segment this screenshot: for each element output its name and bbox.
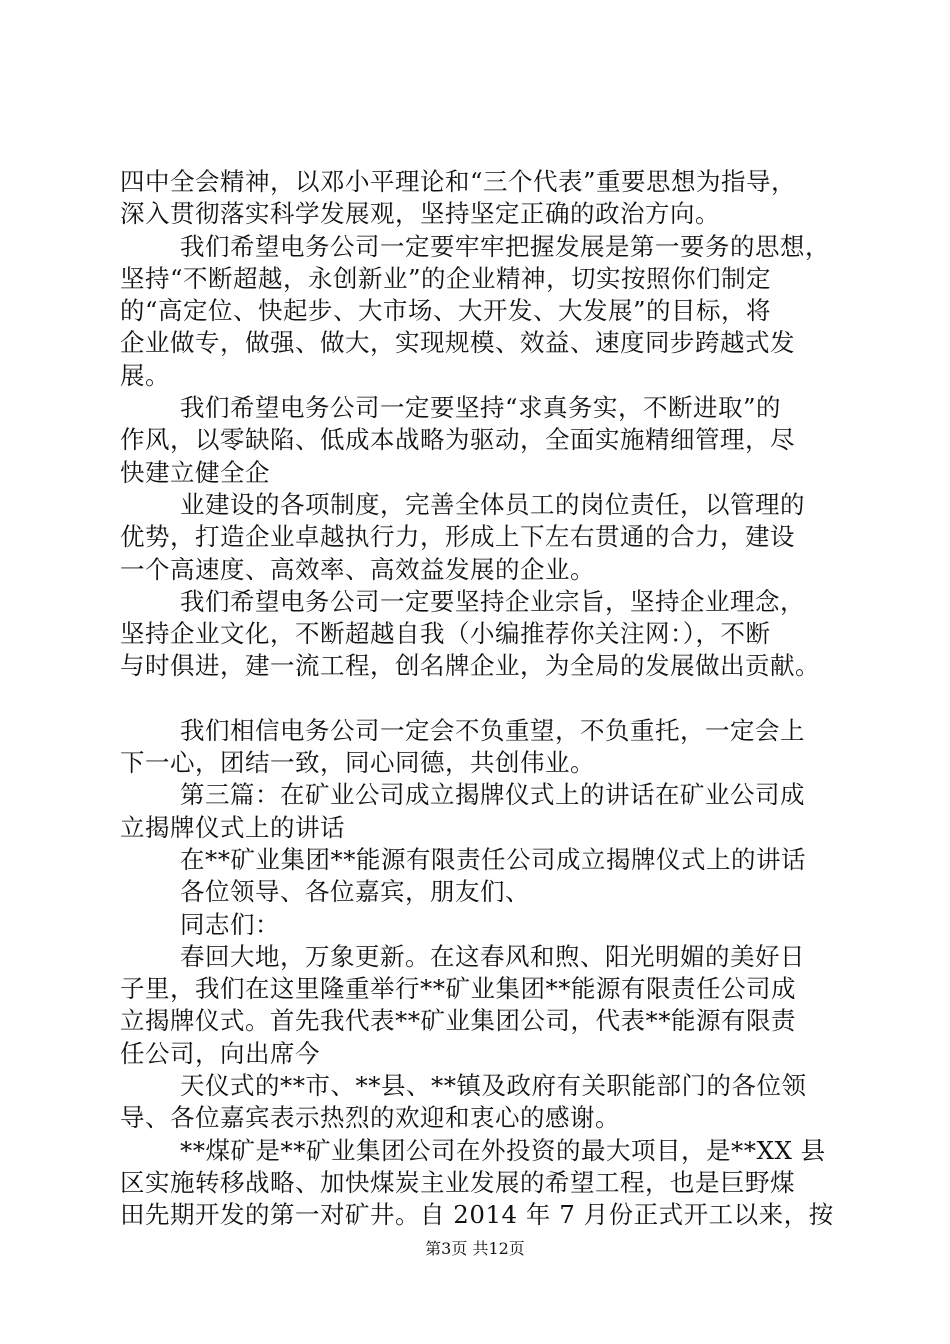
text-line: 子里，我们在这里隆重举行**矿业集团**能源有限责任公司成 [120,974,796,1004]
text-line: 作风，以零缺陷、低成本战略为驱动，全面实施精细管理，尽 [120,425,795,455]
text-line: 四中全会精神，以邓小平理论和“三个代表”重要思想为指导， [120,167,797,196]
text-line: 第三篇：在矿业公司成立揭牌仪式上的讲话在矿业公司成 [180,780,805,810]
text-line: 我们相信电务公司一定会不负重望，不负重托，一定会上 [180,715,805,745]
text-line: 立揭牌仪式上的讲话 [120,812,345,842]
text-line: 我们希望电务公司一定要坚持“求真务实，不断进取”的 [180,393,782,423]
paragraph-gap [120,683,840,715]
text-line: 天仪式的**市、**县、**镇及政府有关职能部门的各位领 [180,1071,807,1101]
text-line: 快建立健全企 [120,457,270,487]
document-body [120,166,840,1232]
text-line: 优势，打造企业卓越执行力，形成上下左右贯通的合力，建设 [120,522,795,552]
text-line: 业建设的各项制度，完善全体员工的岗位责任，以管理的 [180,489,805,519]
text-line: 我们希望电务公司一定要坚持企业宗旨，坚持企业理念， [180,586,805,616]
page-footer [0,1236,950,1259]
text-line: 我们希望电务公司一定要牢牢把握发展是第一要务的思想， [180,231,830,261]
text-line: 一个高速度、高效率、高效益发展的企业。 [120,554,595,584]
text-line: 导、各位嘉宾表示热烈的欢迎和衷心的感谢。 [120,1103,620,1133]
text-line: 区实施转移战略、加快煤炭主业发展的希望工程，也是巨野煤 [120,1167,795,1197]
text-line: 与时俱进，建一流工程，创名牌企业，为全局的发展做出贡献。 [120,651,820,681]
text-line: 田先期开发的第一对矿井。自 2014 年 7 月份正式开工以来，按 [120,1200,834,1230]
text-line: 各位领导、各位嘉宾，朋友们、 [180,877,530,907]
text-line: 任公司，向出席今 [120,1038,320,1068]
text-line: 同志们： [180,909,280,939]
text-line: 深入贯彻落实科学发展观，坚持坚定正确的政治方向。 [120,199,720,229]
text-line: 坚持企业文化，不断超越自我（小编推荐你关注网：），不断 [120,619,771,649]
text-line: 的“高定位、快起步、大市场、大开发、大发展”的目标，将 [120,296,772,326]
text-line: 立揭牌仪式。首先我代表**矿业集团公司，代表**能源有限责 [120,1006,796,1036]
text-line: 在**矿业集团**能源有限责任公司成立揭牌仪式上的讲话 [180,844,806,874]
text-line: **煤矿是**矿业集团公司在外投资的最大项目，是**XX 县 [180,1135,826,1165]
text-line: 企业做专，做强、做大，实现规模、效益、速度同步跨越式发 [120,328,795,358]
text-line: 展。 [120,360,170,390]
text-line: 下一心，团结一致，同心同德，共创伟业。 [120,748,595,778]
page-number: 第3页 共12页 [425,1239,525,1258]
text-line: 春回大地，万象更新。在这春风和煦、阳光明媚的美好日 [180,941,805,971]
text-line: 坚持“不断超越，永创新业”的企业精神，切实按照你们制定 [120,263,772,293]
